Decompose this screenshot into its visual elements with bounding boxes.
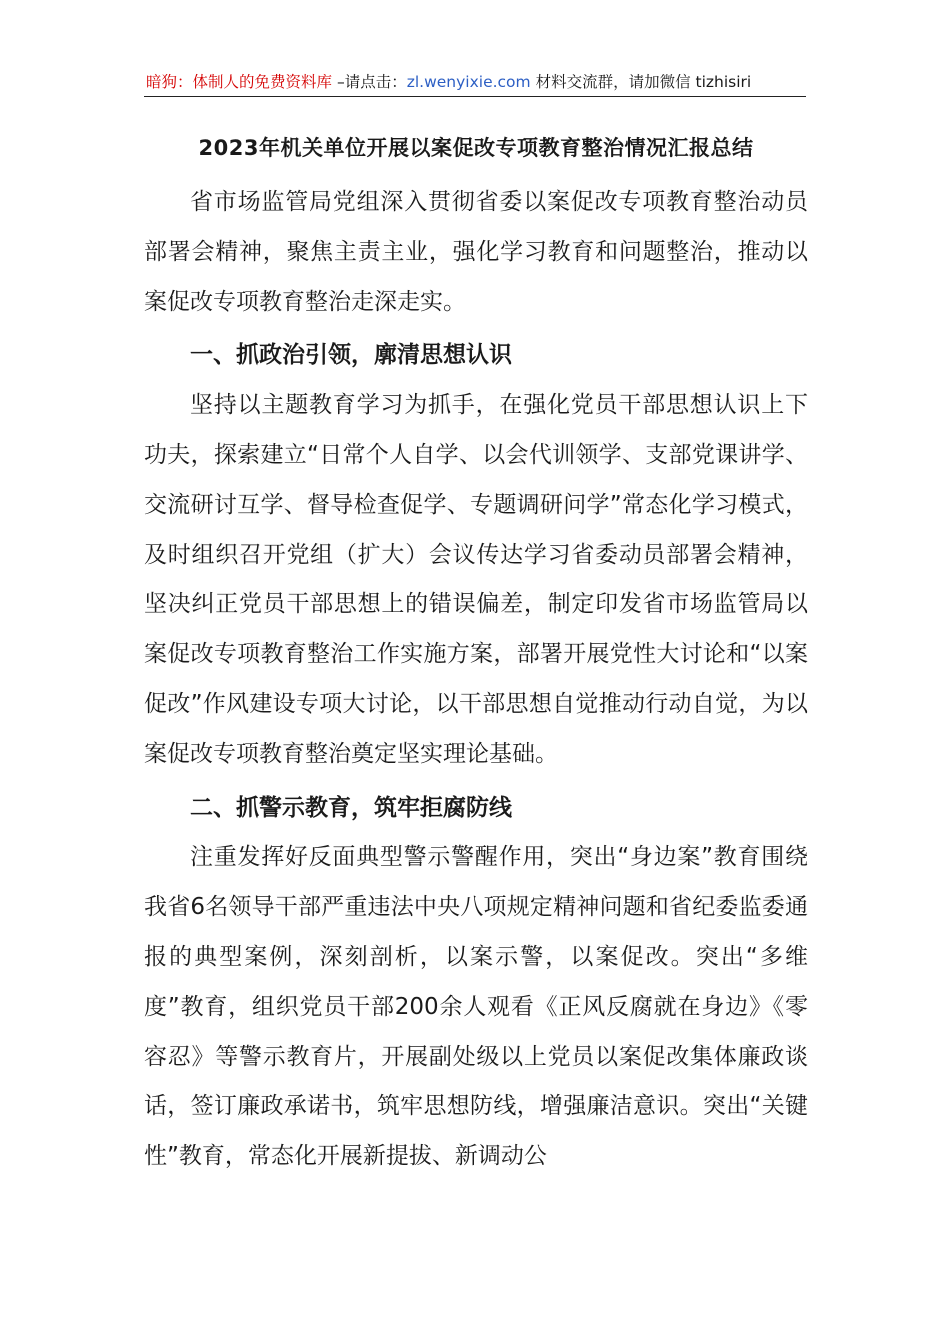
intro-paragraph: 省市场监管局党组深入贯彻省委以案促改专项教育整治动员部署会精神，聚焦主责主业，强化学习教育和问题整治，推动以案促改专项教育整治走深走实。 (144, 189, 808, 315)
section-paragraph-1: 坚持以主题教育学习为抓手，在强化党员干部思想认识上下功夫，探索建立“日常个人自学、以会代训领学、支部党课讲学、交流研讨互学、督导检查促学、专题调研问学”常态化学习模式，及时组织召开党组（扩大）会议传达学习省委动员部署会精神，坚决纠正党员干部思想上的错误偏差，制定印发省市场监管局以案促改专项教育整治工作实施方案，部署开展党性大讨论和“以案促改”作风建设专项大讨论，以干部思想自觉推动行动自觉，为以案促改专项教育整治奠定坚实理论基础。 (144, 392, 808, 767)
document-title: 2023年机关单位开展以案促改专项教育整治情况汇报总结 (198, 136, 754, 160)
header-link[interactable]: zl.wenyixie.com (406, 73, 531, 91)
header-divider (144, 96, 806, 97)
header-site-name: 暗狗：体制人的免费资料库 (146, 73, 333, 91)
section-heading-1: 一、抓政治引领，廓清思想认识 (190, 342, 512, 369)
section-heading-2: 二、抓警示教育，筑牢拒腐防线 (190, 794, 512, 821)
page-header (146, 70, 806, 94)
section-paragraph-2: 注重发挥好反面典型警示警醒作用，突出“身边案”教育围绕我省6名领导干部严重违法中央八项规定精神问题和省纪委监委通报的典型案例，深刻剖析，以案示警，以案促改。突出“多维度”教育，组织党员干部200余人观看《正风反腐就在身边》《零容忍》等警示教育片，开展副处级以上党员以案促改集体廉政谈话，签订廉政承诺书，筑牢思想防线，增强廉洁意识。突出“关键性”教育，常态化开展新提拔、新调动公 (144, 844, 808, 1170)
header-wechat-note: 材料交流群，请加微信 tizhisiri (530, 73, 752, 91)
header-click-prompt: –请点击： (332, 73, 407, 91)
document-body (144, 126, 808, 1182)
